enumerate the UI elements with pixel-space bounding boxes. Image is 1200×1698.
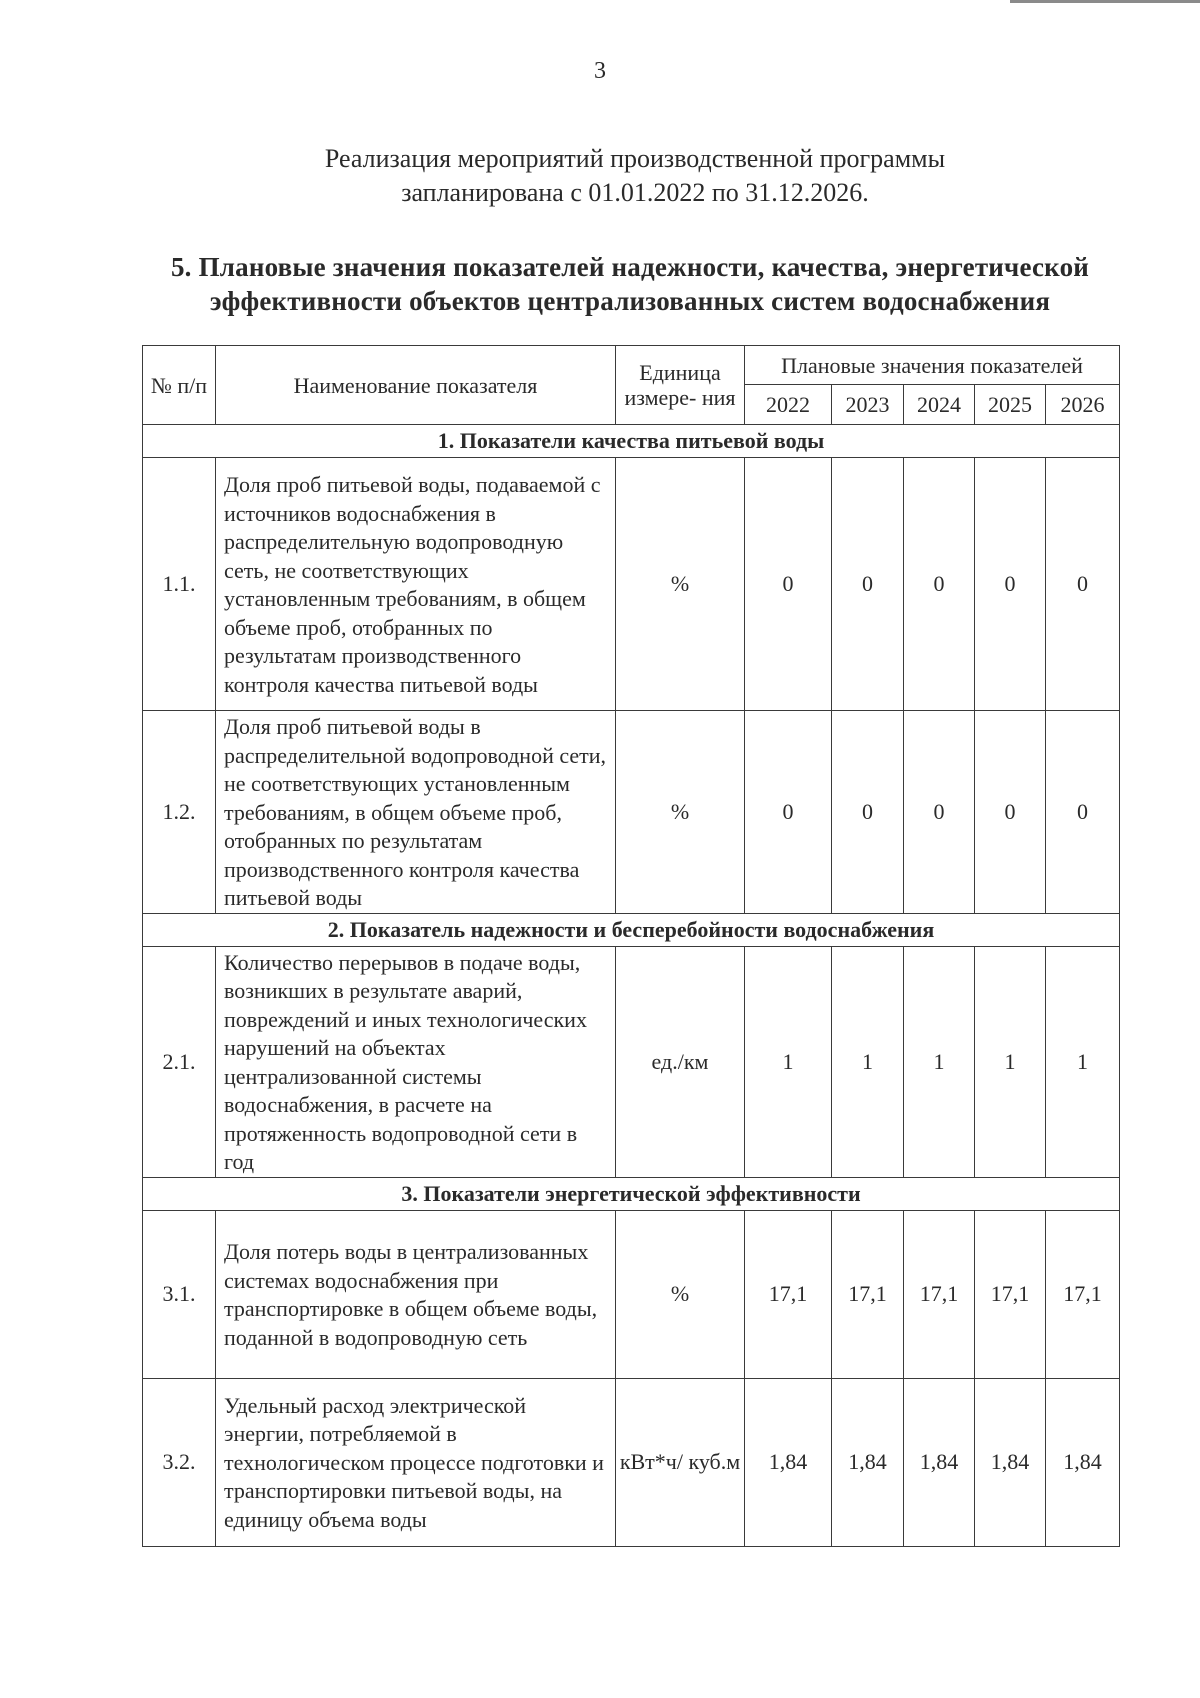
indicators-table <box>142 345 1120 1547</box>
header-num: № п/п <box>143 346 216 425</box>
heading-line-2: эффективности объектов централизованных систем водоснабжения <box>209 286 1051 316</box>
table-row <box>143 458 1120 711</box>
page-number: 3 <box>594 58 606 84</box>
section-title: 1. Показатели качества питьевой воды <box>143 425 1120 458</box>
heading-line-1: 5. Плановые значения показателей надежности, качества, энергетической <box>170 252 1090 282</box>
row-value: 0 <box>904 458 975 711</box>
row-value: 0 <box>1046 458 1120 711</box>
row-value: 17,1 <box>975 1210 1046 1378</box>
row-unit: % <box>616 1210 745 1378</box>
header-unit: Единица измере- ния <box>616 346 745 425</box>
row-value: 1,84 <box>832 1378 904 1546</box>
row-num: 1.1. <box>143 458 216 711</box>
row-value: 17,1 <box>745 1210 832 1378</box>
intro-text <box>200 142 1070 210</box>
row-value: 1 <box>745 946 832 1177</box>
row-value: 17,1 <box>1046 1210 1120 1378</box>
row-value: 0 <box>745 458 832 711</box>
scan-edge-line <box>1010 0 1200 3</box>
header-year: 2022 <box>745 385 832 425</box>
row-unit: кВт*ч/ куб.м <box>616 1378 745 1546</box>
intro-line-2: запланирована с 01.01.2022 по 31.12.2026. <box>401 178 869 207</box>
row-value: 1 <box>975 946 1046 1177</box>
table-row <box>143 946 1120 1177</box>
row-num: 3.1. <box>143 1210 216 1378</box>
header-year: 2023 <box>832 385 904 425</box>
row-value: 1 <box>1046 946 1120 1177</box>
row-value: 17,1 <box>904 1210 975 1378</box>
row-num: 2.1. <box>143 946 216 1177</box>
row-value: 1,84 <box>904 1378 975 1546</box>
row-value: 1 <box>904 946 975 1177</box>
row-value: 1,84 <box>975 1378 1046 1546</box>
row-name: Удельный расход электрической энергии, потребляемой в технологическом процессе подготовки и транспортировки питьевой воды, на единицу объема воды <box>216 1378 616 1546</box>
row-value: 0 <box>975 458 1046 711</box>
table-row <box>143 1378 1120 1546</box>
section-title: 2. Показатель надежности и бесперебойности водоснабжения <box>143 913 1120 946</box>
table-row <box>143 1210 1120 1378</box>
row-value: 0 <box>1046 711 1120 914</box>
row-value: 0 <box>832 711 904 914</box>
intro-line-1: Реализация мероприятий производственной программы <box>324 144 946 173</box>
row-value: 0 <box>904 711 975 914</box>
row-value: 1,84 <box>745 1378 832 1546</box>
row-name: Доля проб питьевой воды в распределительной водопроводной сети, не соответствующих установленным требованиям, в общем объеме проб, отобранных по результатам производственного контроля качества питьевой воды <box>216 711 616 914</box>
row-num: 1.2. <box>143 711 216 914</box>
header-year: 2024 <box>904 385 975 425</box>
row-unit: % <box>616 458 745 711</box>
row-name: Количество перерывов в подаче воды, возникших в результате аварий, повреждений и иных технологических нарушений на объектах централизованной системы водоснабжения, в расчете на протяженность водопроводной сети в год <box>216 946 616 1177</box>
row-value: 17,1 <box>832 1210 904 1378</box>
header-name: Наименование показателя <box>216 346 616 425</box>
row-value: 1 <box>832 946 904 1177</box>
row-value: 0 <box>832 458 904 711</box>
row-value: 1,84 <box>1046 1378 1120 1546</box>
row-name: Доля потерь воды в централизованных системах водоснабжения при транспортировке в общем объеме воды, поданной в водопроводную сеть <box>216 1210 616 1378</box>
row-unit: % <box>616 711 745 914</box>
row-value: 0 <box>745 711 832 914</box>
section-title: 3. Показатели энергетической эффективности <box>143 1177 1120 1210</box>
header-planned: Плановые значения показателей <box>745 346 1120 385</box>
header-year: 2025 <box>975 385 1046 425</box>
row-num: 3.2. <box>143 1378 216 1546</box>
row-value: 0 <box>975 711 1046 914</box>
section-heading <box>150 250 1110 318</box>
row-name: Доля проб питьевой воды, подаваемой с источников водоснабжения в распределительную водопроводную сеть, не соответствующих установленным требованиям, в общем объеме проб, отобранных по результатам производственного контроля качества питьевой воды <box>216 458 616 711</box>
table-row <box>143 711 1120 914</box>
header-year: 2026 <box>1046 385 1120 425</box>
row-unit: ед./км <box>616 946 745 1177</box>
